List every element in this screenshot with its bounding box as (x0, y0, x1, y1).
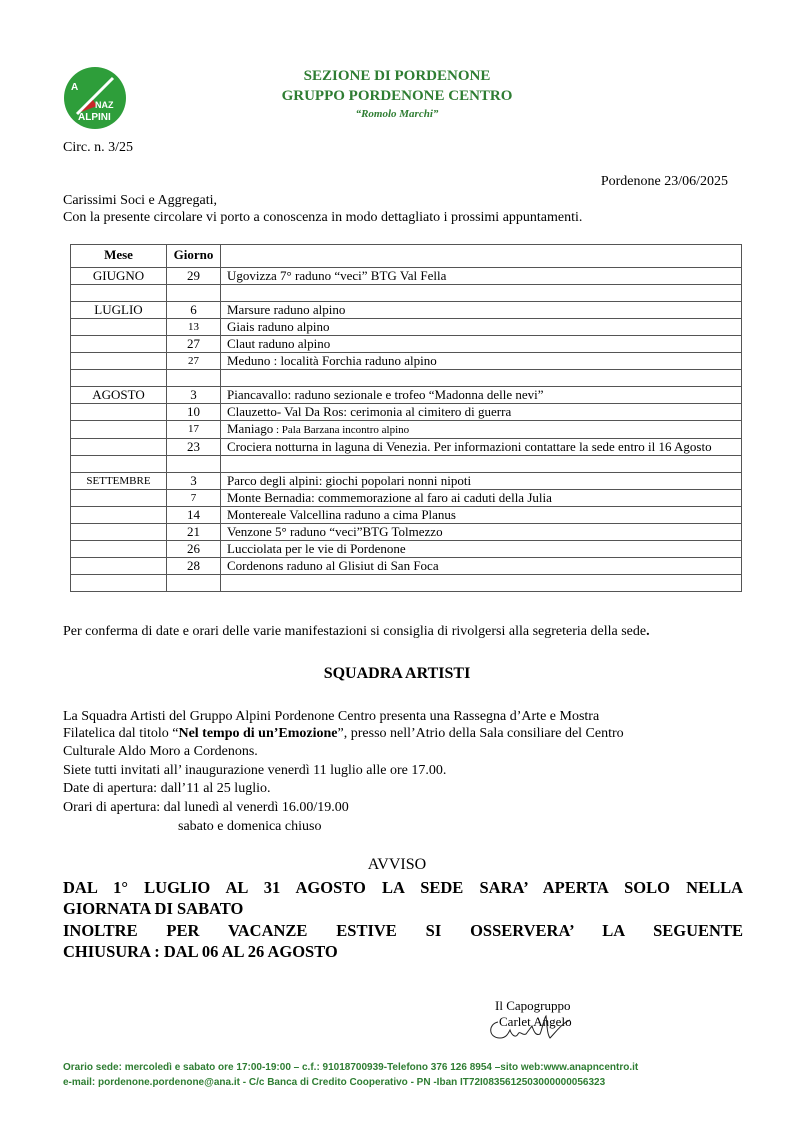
cell-evento: Lucciolata per le vie di Pordenone (221, 541, 742, 558)
handwritten-signature-icon (484, 1008, 594, 1048)
salutation: Carissimi Soci e Aggregati, (63, 193, 217, 208)
logo-text-naz: NAZ (95, 100, 114, 110)
cell-mese: AGOSTO (71, 387, 167, 404)
table-row (71, 404, 742, 421)
cell-evento: Venzone 5° raduno “veci”BTG Tolmezzo (221, 524, 742, 541)
cell-mese (71, 421, 167, 439)
cell-giorno: 3 (167, 473, 221, 490)
header-evento (221, 245, 742, 268)
table-row (71, 268, 742, 285)
cell-mese (71, 439, 167, 456)
cell-evento (221, 421, 742, 439)
squadra-line-6: Orari di apertura: dal lunedì al venerdì 16.00/19.00 (63, 800, 349, 815)
cell-evento: Cordenons raduno al Glisiut di San Foca (221, 558, 742, 575)
footer-line-2: e-mail: pordenone.pordenone@ana.it - C/c Banca di Credito Cooperativo - PN -Iban IT72I0835612503000000056323 (63, 1077, 606, 1088)
letter-date: Pordenone 23/06/2025 (600, 174, 728, 189)
cell-mese (71, 541, 167, 558)
squadra-line-3: Culturale Aldo Moro a Cordenons. (63, 744, 258, 759)
cell-giorno: 14 (167, 507, 221, 524)
header-section: SEZIONE DI PORDENONE (303, 68, 491, 84)
table-row (71, 490, 742, 507)
avviso-line-1: DAL 1° LUGLIO AL 31 AGOSTO LA SEDE SARA’ APERTA SOLO NELLA (63, 878, 743, 897)
cell-evento: Marsure raduno alpino (221, 302, 742, 319)
table-row (71, 541, 742, 558)
signature-role: Il Capogruppo (495, 998, 571, 1013)
avviso-title: AVVISO (367, 856, 427, 873)
table-spacer-row (71, 370, 742, 387)
cell-evento: Meduno : località Forchia raduno alpino (221, 353, 742, 370)
cell-giorno: 6 (167, 302, 221, 319)
cell-mese (71, 404, 167, 421)
cell-giorno: 29 (167, 268, 221, 285)
header-giorno: Giorno (167, 245, 221, 268)
table-row (71, 558, 742, 575)
squadra-title: SQUADRA ARTISTI (323, 665, 471, 682)
cell-evento-small: : Pala Barzana incontro alpino (273, 424, 410, 436)
cell-evento: Clauzetto- Val Da Ros: cerimonia al cimitero di guerra (221, 404, 742, 421)
table-row (71, 439, 742, 456)
logo-text-alpini: ALPINI (78, 112, 111, 123)
table-row (71, 336, 742, 353)
squadra-line-2 (63, 725, 624, 742)
cell-mese: LUGLIO (71, 302, 167, 319)
avviso-line-2: GIORNATA DI SABATO (63, 899, 244, 918)
header-mese: Mese (71, 245, 167, 268)
cell-giorno: 7 (167, 490, 221, 507)
cell-evento: Claut raduno alpino (221, 336, 742, 353)
cell-giorno: 27 (167, 336, 221, 353)
table-header-row (71, 245, 742, 268)
table-row (71, 473, 742, 490)
intro-text: Con la presente circolare vi porto a conoscenza in modo dettagliato i prossimi appuntamenti. (63, 210, 583, 225)
header-dedication: “Romolo Marchi” (355, 108, 439, 120)
table-row (71, 421, 742, 439)
squadra-line-2c: ”, presso nell’Atrio della Sala consiliare del Centro (337, 726, 624, 741)
cell-mese (71, 490, 167, 507)
table-spacer-row (71, 575, 742, 592)
cell-giorno: 3 (167, 387, 221, 404)
table-row (71, 302, 742, 319)
table-row (71, 319, 742, 336)
squadra-line-2a: Filatelica dal titolo “ (63, 726, 179, 741)
table-row (71, 524, 742, 541)
cell-evento: Montereale Valcellina raduno a cima Planus (221, 507, 742, 524)
avviso-line-3: INOLTRE PER VACANZE ESTIVE SI OSSERVERA’ LA SEGUENTE (63, 921, 743, 940)
squadra-line-5: Date di apertura: dall’11 al 25 luglio. (63, 781, 271, 796)
circular-number: Circ. n. 3/25 (63, 140, 133, 155)
cell-mese: GIUGNO (71, 268, 167, 285)
header-group: GRUPPO PORDENONE CENTRO (281, 88, 513, 104)
cell-evento: Ugovizza 7° raduno “veci” BTG Val Fella (221, 268, 742, 285)
cell-giorno: 17 (167, 421, 221, 439)
cell-giorno: 23 (167, 439, 221, 456)
cell-evento-main: Maniago (227, 421, 274, 436)
squadra-line-1: La Squadra Artisti del Gruppo Alpini Pordenone Centro presenta una Rassegna d’Arte e Mostra (63, 709, 600, 724)
cell-mese: SETTEMBRE (71, 473, 167, 490)
cell-giorno: 27 (167, 353, 221, 370)
cell-mese (71, 558, 167, 575)
events-table (70, 244, 742, 592)
avviso-line-4: CHIUSURA : DAL 06 AL 26 AGOSTO (63, 942, 338, 961)
confirmation-period: . (646, 624, 650, 639)
cell-evento: Monte Bernadia: commemorazione al faro ai caduti della Julia (221, 490, 742, 507)
exhibition-title: Nel tempo di un’Emozione (178, 726, 338, 741)
cell-giorno: 10 (167, 404, 221, 421)
logo-text-a: A (71, 82, 79, 93)
cell-mese (71, 524, 167, 541)
cell-giorno: 28 (167, 558, 221, 575)
cell-evento: Parco degli alpini: giochi popolari nonni nipoti (221, 473, 742, 490)
cell-evento: Giais raduno alpino (221, 319, 742, 336)
cell-mese (71, 336, 167, 353)
table-spacer-row (71, 285, 742, 302)
cell-giorno: 13 (167, 319, 221, 336)
signature-name: Carlet Angelo (499, 1014, 572, 1029)
cell-giorno: 21 (167, 524, 221, 541)
cell-evento: Crociera notturna in laguna di Venezia. Per informazioni contattare la sede entro il 16 Agosto (221, 439, 742, 456)
table-row (71, 507, 742, 524)
footer-line-1: Orario sede: mercoledì e sabato ore 17:00-19:00 – c.f.: 91018700939-Telefono 376 126 8954 –sito web:www.anapncentro.it (63, 1062, 639, 1073)
table-row (71, 387, 742, 404)
cell-mese (71, 353, 167, 370)
table-row (71, 353, 742, 370)
cell-mese (71, 507, 167, 524)
confirmation-note (63, 623, 650, 640)
table-spacer-row (71, 456, 742, 473)
cell-giorno: 26 (167, 541, 221, 558)
squadra-line-4: Siete tutti invitati all’ inaugurazione venerdì 11 luglio alle ore 17.00. (63, 763, 447, 778)
cell-mese (71, 319, 167, 336)
confirmation-text: Per conferma di date e orari delle varie manifestazioni si consiglia di rivolgersi alla segreteria della sede (63, 624, 647, 639)
squadra-line-7: sabato e domenica chiuso (178, 819, 322, 834)
cell-evento: Piancavallo: raduno sezionale e trofeo “Madonna delle nevi” (221, 387, 742, 404)
